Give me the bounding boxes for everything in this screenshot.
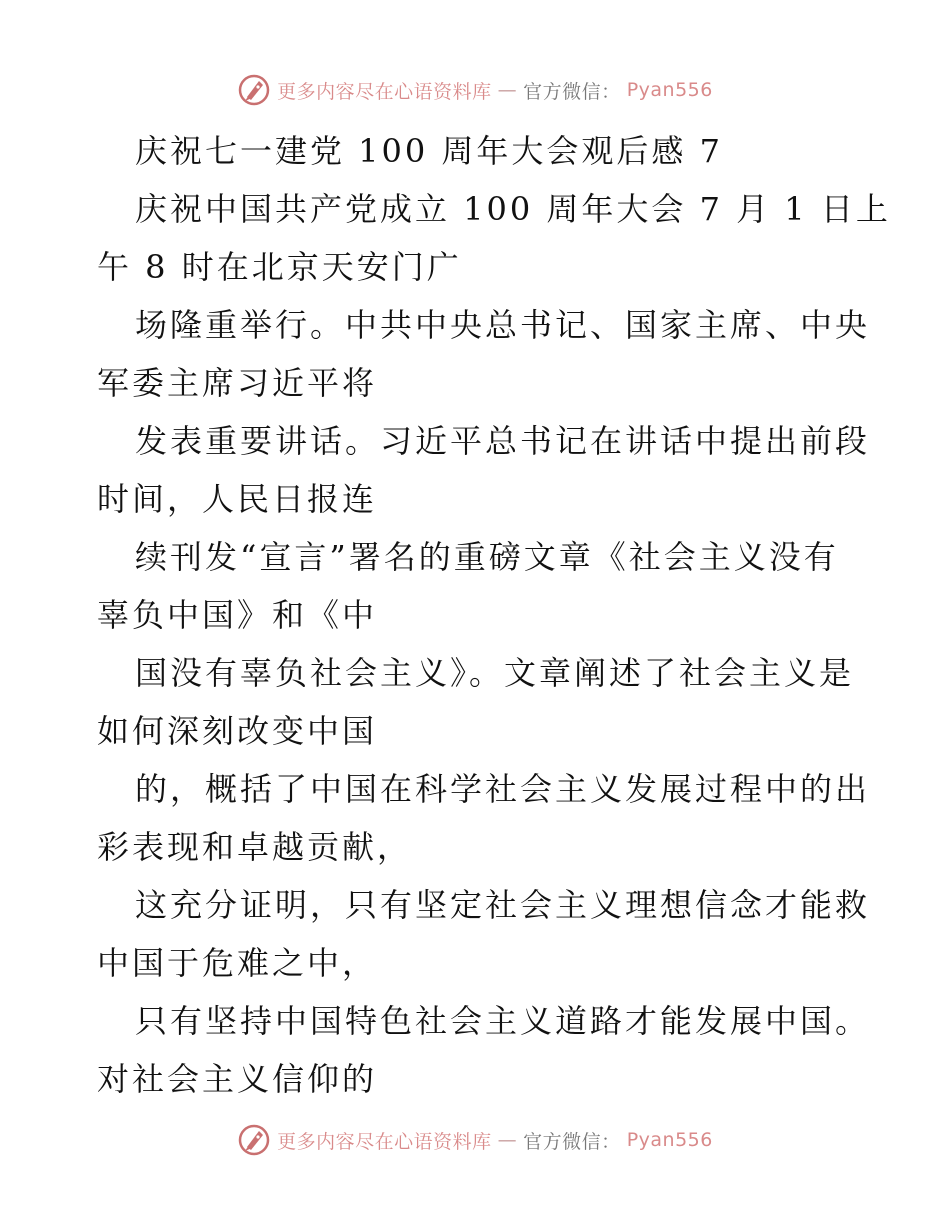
document-body [97, 122, 891, 1108]
text-line: 续刊发“宣言”署名的重磅文章《社会主义没有 [135, 538, 839, 576]
text-line: 午 8 时在北京天安门广 [97, 248, 462, 286]
text-line: 只有坚持中国特色社会主义道路才能发展中国。 [135, 1002, 871, 1040]
text-line: 国没有辜负社会主义》。文章阐述了社会主义是 [135, 654, 855, 692]
text-line: 如何深刻改变中国 [97, 712, 378, 750]
banner-separator: — [497, 1129, 518, 1151]
pen-nib-logo-icon [237, 1123, 271, 1157]
text-line: 时间，人民日报连 [97, 480, 378, 518]
text-line: 这充分证明，只有坚定社会主义理想信念才能救 [135, 886, 871, 924]
wechat-id: Pyan556 [626, 79, 713, 101]
text-line: 彩表现和卓越贡献， [97, 828, 413, 866]
wechat-label: 官方微信： [523, 80, 621, 103]
footer-banner [0, 1120, 950, 1160]
header-banner [0, 70, 950, 110]
text-line: 军委主席习近平将 [97, 364, 378, 402]
banner-text: 更多内容尽在心语资料库 [277, 80, 492, 103]
text-line: 发表重要讲话。习近平总书记在讲话中提出前段 [135, 422, 871, 460]
text-line: 中国于危难之中， [97, 944, 378, 982]
text-line: 庆祝中国共产党成立 100 周年大会 7 月 1 日上 [135, 190, 891, 228]
banner-text: 更多内容尽在心语资料库 [277, 1130, 492, 1153]
pen-nib-logo-icon [237, 73, 271, 107]
text-line: 对社会主义信仰的 [97, 1060, 378, 1098]
text-line: 辜负中国》和《中 [97, 596, 378, 634]
banner-separator: — [497, 79, 518, 101]
wechat-label: 官方微信： [523, 1130, 621, 1153]
text-line: 的，概括了中国在科学社会主义发展过程中的出 [135, 770, 871, 808]
wechat-id: Pyan556 [626, 1129, 713, 1151]
text-line: 场隆重举行。中共中央总书记、国家主席、中央 [135, 306, 871, 344]
text-line: 庆祝七一建党 100 周年大会观后感 7 [135, 132, 723, 170]
